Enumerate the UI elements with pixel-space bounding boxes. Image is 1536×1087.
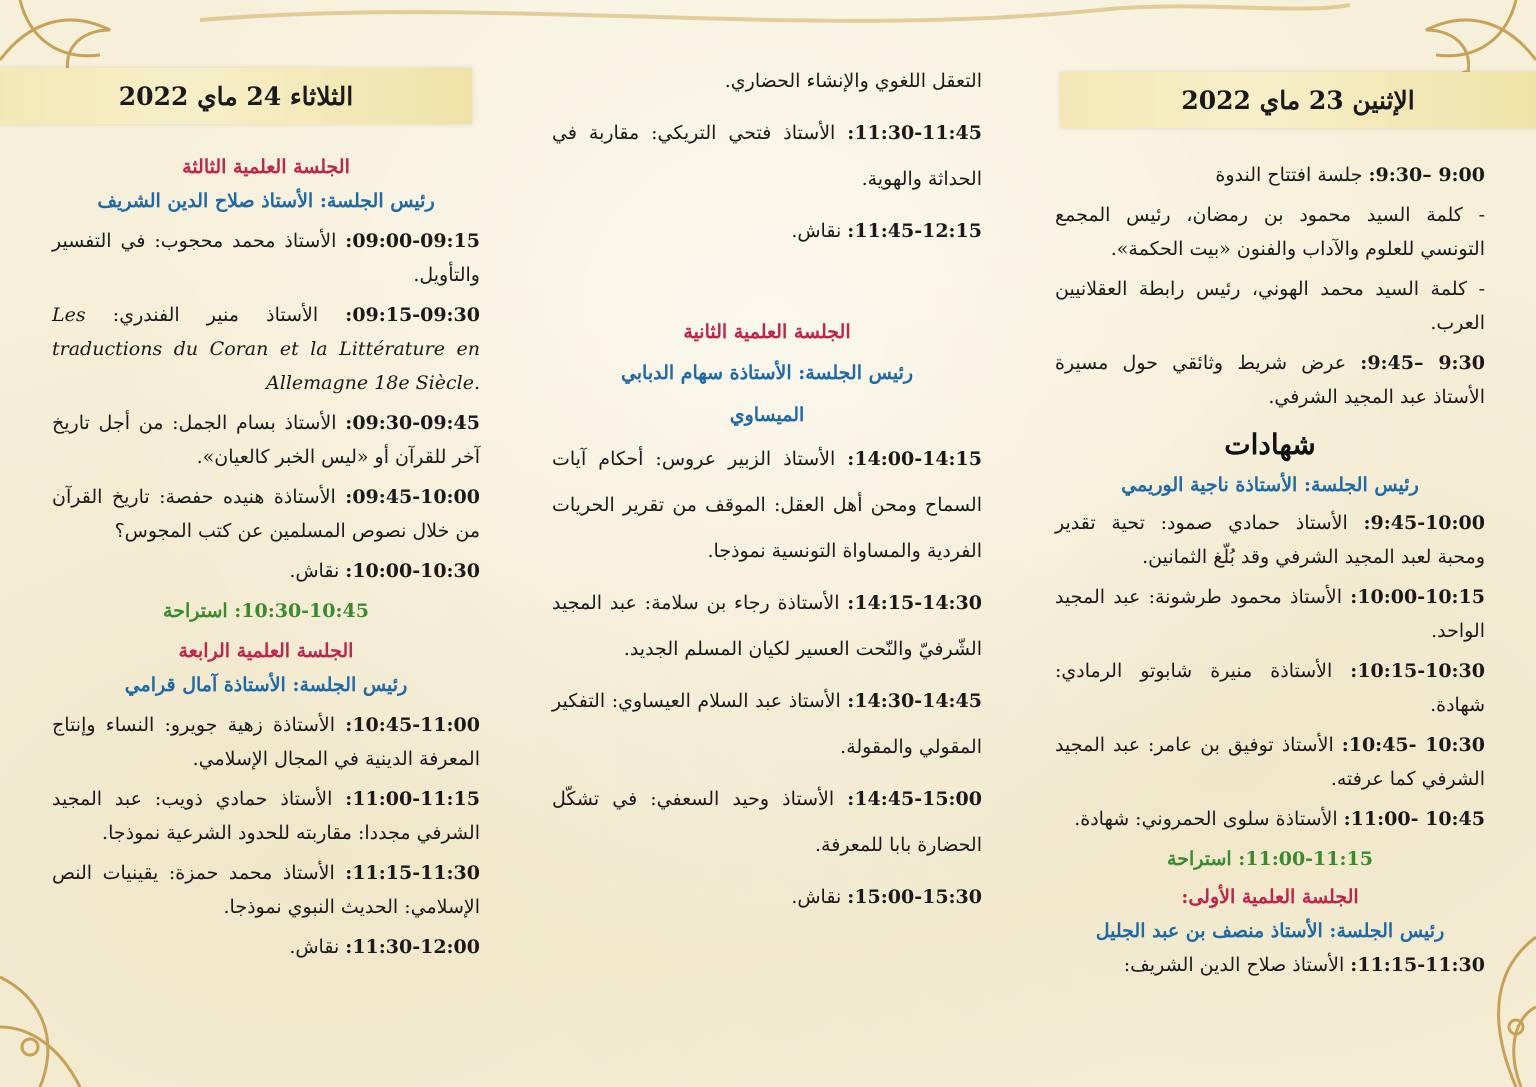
schedule-item: 11:15-11:30: الأستاذ محمد حمزة: يقينيات النص الإسلامي: الحديث النبوي نموذجا. [52,862,480,918]
schedule-item: 9:45-10:00: الأستاذ حمادي صمود: تحية تقدير ومحبة لعبد المجيد الشرفي وقد بُلّغ الثمانين. [1055,512,1485,568]
schedule-item: 09:45-10:00: الأستاذة هنيده حفصة: تاريخ القرآن من خلال نصوص المسلمين عن كتب المجوس؟ [52,486,480,542]
section-heading-testimonies: شهادات [1224,428,1316,461]
column-left [52,150,480,970]
session-chair: رئيس الجلسة: الأستاذ منصف بن عبد الجليل [1095,920,1445,942]
schedule-list-opening [1055,158,1485,414]
schedule-item: 14:15-14:30: الأستاذة رجاء بن سلامة: عبد المجيد الشّرفيّ والنّحت العسير لكيان المسلم الجديد. [552,592,982,660]
schedule-item: 11:00-11:15: الأستاذ حمادي ذويب: عبد المجيد الشرفي مجددا: مقاربته للحدود الشرعية نموذجا. [52,788,480,844]
schedule-item: - كلمة السيد محمود بن رمضان، رئيس المجمع التونسي للعلوم والآداب والفنون «بيت الحكمة». [1055,204,1485,260]
schedule-item: التعقل اللغوي والإنشاء الحضاري. [724,70,982,92]
day-title-monday: الإثنين 23 ماي 2022 [1181,85,1415,115]
schedule-item: 14:00-14:15: الأستاذ الزبير عروس: أحكام آيات السماح ومحن أهل العقل: الموقف من تقرير الحريات الفردية والمساواة التونسية نموذجا. [552,448,982,562]
schedule-item: 10:45 -11:00: الأستاذة سلوى الحمروني: شهادة. [1074,808,1485,830]
day-banner-monday [1060,72,1536,128]
schedule-item: - كلمة السيد محمد الهوني، رئيس رابطة العقلانيين العرب. [1055,278,1485,334]
schedule-item: 09:00-09:15: الأستاذ محمد محجوب: في التفسير والتأويل. [52,230,480,286]
schedule-item: 09:15-09:30: الأستاذ منير الفندري: Les traductions du Coran et la Littérature en Allemagne 18e Siècle. [52,304,480,394]
session-title: الجلسة العلمية الرابعة [178,640,354,662]
session-chair: رئيس الجلسة: الأستاذ صلاح الدين الشريف [97,190,435,212]
schedule-item: 10:00-10:15: الأستاذ محمود طرشونة: عبد المجيد الواحد. [1055,586,1485,642]
break-label: 11:00-11:15: استراحة [1167,848,1373,870]
schedule-item: 11:45-12:15: نقاش. [791,220,982,242]
session-title: الجلسة العلمية الأولى: [1181,886,1359,908]
ornament-bottom-right [1476,917,1536,1087]
schedule-item: 10:15-10:30: الأستاذة منيرة شابوتو الرمادي: شهادة. [1055,660,1485,716]
schedule-item: 11:15-11:30: الأستاذ صلاح الدين الشريف: [1123,954,1485,976]
column-middle [552,58,982,926]
schedule-item: 10:00-10:30: نقاش. [289,560,480,582]
session-chair: رئيس الجلسة: الأستاذة ناجية الوريمي [1121,474,1419,496]
day-banner-tuesday [0,68,472,124]
day-title-tuesday: الثلاثاء 24 ماي 2022 [118,81,354,111]
schedule-item: 11:30-11:45: الأستاذ فتحي التريكي: مقاربة في الحداثة والهوية. [552,122,982,190]
ornament-top-band [200,0,1350,30]
session-chair: رئيس الجلسة: الأستاذة آمال قرامي [124,674,408,696]
schedule-item: 11:30-12:00: نقاش. [289,936,480,958]
session-chair: رئيس الجلسة: الأستاذة سهام الدبابي الميساوي [620,362,914,426]
schedule-item: 9:00 –9:30: جلسة افتتاح الندوة [1215,164,1485,186]
schedule-item: 10:45-11:00: الأستاذة زهية جويرو: النساء وإنتاج المعرفة الدينية في المجال الإسلامي. [52,714,480,770]
schedule-item: 14:45-15:00: الأستاذ وحيد السعفي: في تشكّل الحضارة بابا للمعرفة. [552,788,982,856]
column-right [1055,158,1485,988]
schedule-item: 09:30-09:45: الأستاذ بسام الجمل: من أجل تاريخ آخر للقرآن أو «ليس الخبر كالعيان». [52,412,480,468]
schedule-list-testimonies [1055,506,1485,836]
schedule-item: 14:30-14:45: الأستاذ عبد السلام العيساوي: التفكير المقولي والمقولة. [552,690,982,758]
break-label: 10:30-10:45: استراحة [163,600,369,622]
session-title: الجلسة العلمية الثانية [683,321,851,343]
session-title: الجلسة العلمية الثالثة [182,156,350,178]
schedule-item: 15:00-15:30: نقاش. [791,886,982,908]
schedule-item: 9:30 –9:45: عرض شريط وثائقي حول مسيرة الأستاذ عبد المجيد الشرفي. [1055,352,1485,408]
schedule-item: 10:30 -10:45: الأستاذ توفيق بن عامر: عبد المجيد الشرفي كما عرفته. [1055,734,1485,790]
